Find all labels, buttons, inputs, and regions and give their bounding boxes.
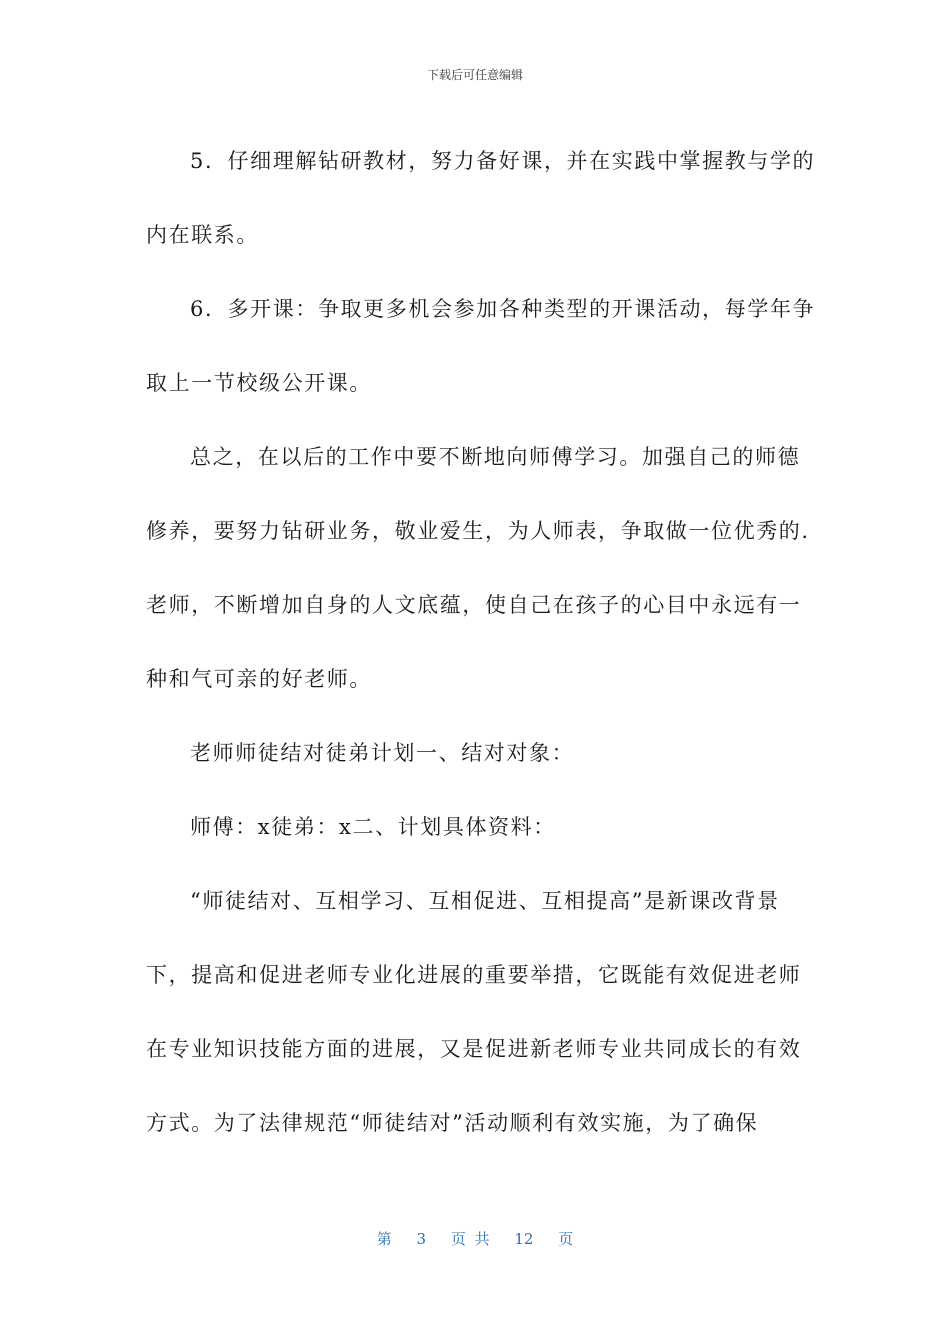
paragraph-line: 修养，要努力钻研业务，敬业爱生，为人师表，争取做一位优秀的. bbox=[146, 519, 810, 543]
paragraph-line: 老师师徒结对徒弟计划一、结对对象： bbox=[190, 741, 575, 765]
paragraph-line: 方式。为了法律规范“师徒结对”活动顺利有效实施，为了确保 bbox=[146, 1111, 759, 1135]
paragraph-line: 师傅：x徒弟：x二、计划具体资料： bbox=[190, 815, 556, 839]
current-page-number: 3 bbox=[416, 1230, 427, 1248]
paragraph-line: 下，提高和促进老师专业化进展的重要举措，它既能有效促进老师 bbox=[146, 963, 802, 987]
total-pages-number: 12 bbox=[514, 1230, 534, 1248]
header-note: 下载后可任意编辑 bbox=[426, 68, 523, 82]
paragraph-line: 种和气可亲的好老师。 bbox=[146, 667, 372, 691]
footer-middle: 页 共 bbox=[450, 1230, 490, 1248]
document-body bbox=[146, 124, 816, 1160]
paragraph-line: 总之，在以后的工作中要不断地向师傅学习。加强自己的师德 bbox=[190, 445, 801, 469]
paragraph-line: 6．多开课：争取更多机会参加各种类型的开课活动，每学年争 bbox=[190, 297, 816, 321]
footer-prefix: 第 bbox=[376, 1230, 392, 1248]
paragraph-line: 内在联系。 bbox=[146, 223, 259, 247]
page-footer bbox=[0, 1228, 950, 1249]
paragraph-line: 老师，不断增加自身的人文底蕴，使自己在孩子的心目中永远有一 bbox=[146, 593, 802, 617]
paragraph-line: 5．仔细理解钻研教材，努力备好课，并在实践中掌握教与学的 bbox=[190, 149, 816, 173]
footer-suffix: 页 bbox=[558, 1230, 574, 1248]
paragraph-line: 取上一节校级公开课。 bbox=[146, 371, 372, 395]
paragraph-line: 在专业知识技能方面的进展，又是促进新老师专业共同成长的有效 bbox=[146, 1037, 802, 1061]
paragraph-line: “师徒结对、互相学习、互相促进、互相提高”是新课改背景 bbox=[190, 889, 780, 913]
